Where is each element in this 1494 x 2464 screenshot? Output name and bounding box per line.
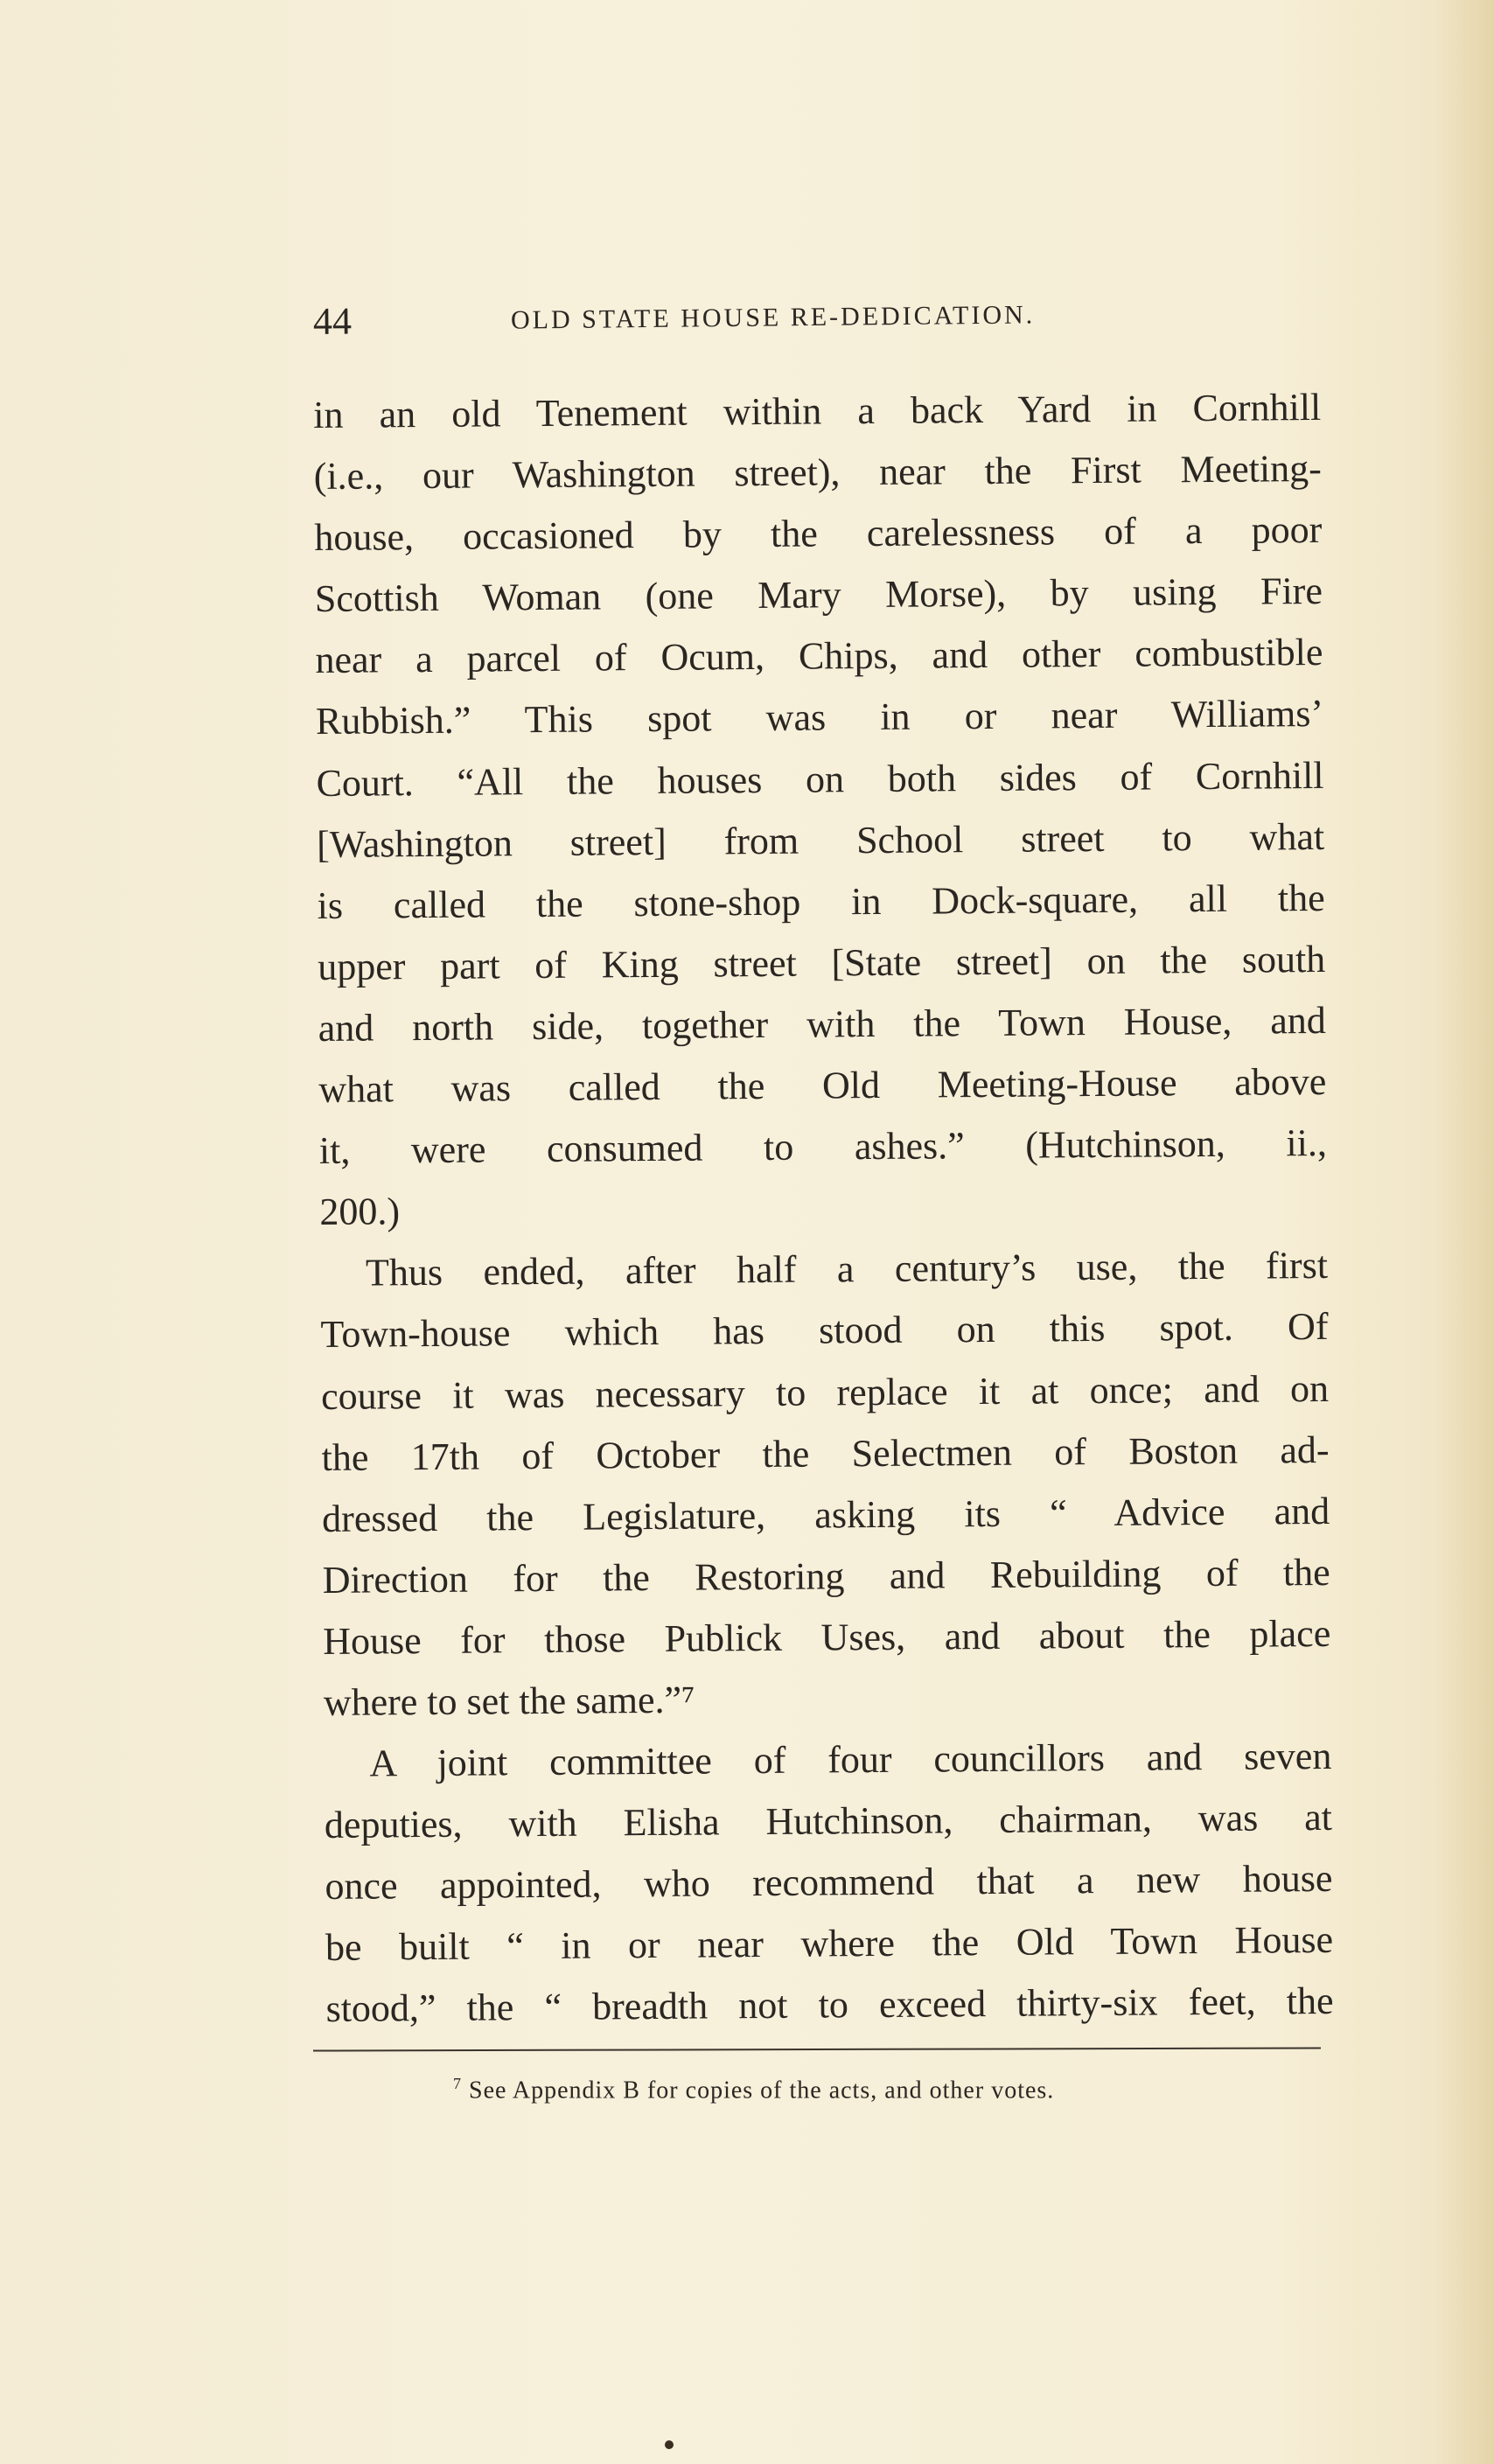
text-line: dressed the Legislature, asking its “ Advice and bbox=[321, 1489, 1330, 1540]
text-line: what was called the Old Meeting-House above bbox=[318, 1059, 1327, 1112]
footnote-text: See Appendix B for copies of the acts, and other votes. bbox=[462, 2077, 1055, 2105]
ink-speck bbox=[665, 2440, 674, 2449]
text-line: is called the stone-shop in Dock-square, all the bbox=[317, 876, 1325, 927]
text-line: once appointed, who recommend that a new house bbox=[325, 1857, 1333, 1909]
body-text bbox=[313, 377, 1334, 2041]
text-line: 200.) bbox=[319, 1190, 401, 1234]
text-line: (i.e., our Washington street), near the First Meeting- bbox=[313, 447, 1322, 499]
text-line: it, were consumed to ashes.” (Hutchinson, ii., bbox=[318, 1121, 1328, 1173]
text-line: upper part of King street [State street] on the south bbox=[318, 937, 1326, 988]
paragraph-start-line: A joint committee of four councillors and seven bbox=[369, 1734, 1332, 1785]
text-line: [Washington street] from School street to what bbox=[316, 814, 1325, 866]
text-line: near a parcel of Ocum, Chips, and other combustible bbox=[315, 631, 1323, 682]
footnote-marker: 7 bbox=[453, 2075, 462, 2092]
paragraph-start-line: Thus ended, after half a century’s use, the first bbox=[365, 1244, 1329, 1295]
text-line: house, occasioned by the carelessness of a poor bbox=[314, 508, 1323, 560]
text-line: Town-house which has stood on this spot. Of bbox=[320, 1305, 1329, 1357]
text-line: Direction for the Restoring and Rebuilding of the bbox=[322, 1550, 1330, 1602]
text-line: Rubbish.” This spot was in or near Williams’ bbox=[315, 692, 1324, 743]
text-line: the 17th of October the Selectmen of Boston ad- bbox=[321, 1427, 1330, 1479]
footnote-divider bbox=[313, 2047, 1321, 2051]
text-line: stood,” the “ breadth not to exceed thirty-six feet, the bbox=[325, 1979, 1334, 2031]
text-line: where to set the same.”⁷ bbox=[323, 1678, 695, 1724]
text-line: House for those Publick Uses, and about the place bbox=[323, 1611, 1331, 1663]
text-line: and north side, together with the Town House, and bbox=[318, 998, 1326, 1050]
text-line: be built “ in or near where the Old Town House bbox=[325, 1918, 1334, 1970]
page-header bbox=[313, 287, 1189, 348]
text-line: Scottish Woman (one Mary Morse), by using Fire bbox=[314, 569, 1323, 621]
page-edge-shading bbox=[1433, 0, 1494, 2464]
running-head: OLD STATE HOUSE RE-DEDICATION. bbox=[510, 300, 1036, 335]
page-number: 44 bbox=[312, 299, 353, 343]
text-line: Court. “All the houses on both sides of Cornhill bbox=[316, 753, 1324, 805]
text-line: in an old Tenement within a back Yard in Cornhill bbox=[313, 385, 1322, 436]
footnote bbox=[453, 2066, 1054, 2108]
text-line: deputies, with Elisha Hutchinson, chairman, was at bbox=[324, 1796, 1333, 1847]
text-line: course it was necessary to replace it at once; and on bbox=[320, 1366, 1330, 1418]
